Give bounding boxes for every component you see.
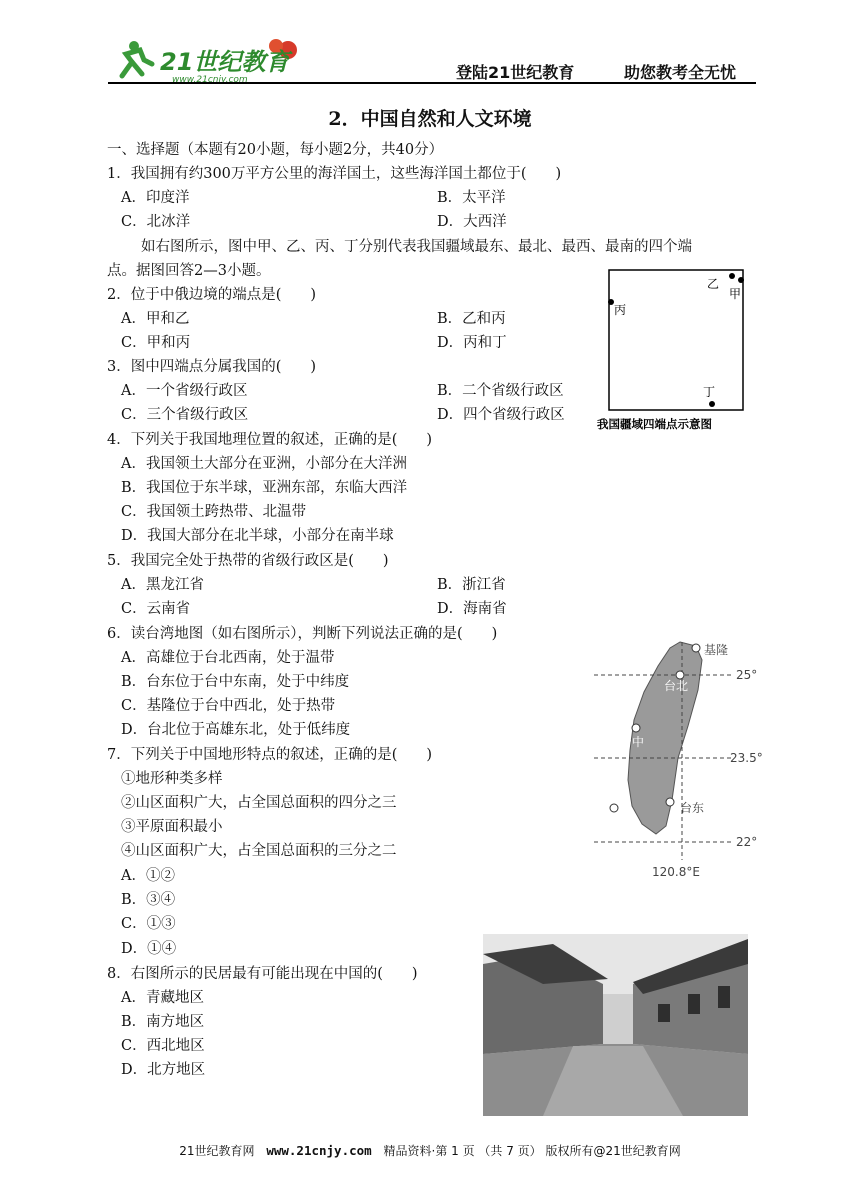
point-ding — [709, 401, 715, 407]
logo-text: 21世纪教育 — [160, 48, 290, 76]
city-dot-taichung — [632, 724, 640, 732]
point-yi — [729, 273, 735, 279]
city-label-taichung: 台中 — [620, 735, 645, 749]
intro-2-3-line-1: 如右图所示，图中甲、乙、丙、丁分别代表我国疆域最东、最北、最西、最南的四个端 — [141, 239, 692, 255]
lat-label-23-5: 23.5° — [730, 751, 763, 765]
q1-option-a: A．印度洋 — [121, 190, 190, 206]
header-divider — [108, 82, 756, 84]
q1-option-c: C．北冰洋 — [121, 214, 191, 230]
label-jia: 甲 — [729, 287, 742, 301]
q4-option-b: B．我国位于东半球，亚洲东部，东临大西洋 — [121, 480, 408, 496]
q5-option-c: C．云南省 — [121, 601, 191, 617]
footer-page-info: 精品资料·第 1 页 （共 7 页） — [383, 1144, 542, 1158]
city-dot-taipei — [676, 671, 684, 679]
page-footer — [0, 1142, 860, 1159]
intro-2-3-line-2: 点。据图回答2—3小题。 — [107, 263, 271, 279]
taiwan-map-figure — [592, 630, 772, 880]
site-logo — [112, 36, 312, 86]
lon-label: 120.8°E — [652, 865, 700, 879]
q5-option-d: D．海南省 — [437, 601, 507, 617]
city-label-keelung: 基隆 — [704, 643, 729, 657]
lat-label-25: 25° — [736, 668, 758, 682]
q6-option-d: D．台北位于高雄东北，处于低纬度 — [121, 722, 351, 738]
question-2-stem: 2．位于中俄边境的端点是( ) — [107, 287, 317, 303]
territory-extremes-figure — [597, 268, 757, 436]
q8-option-a: A．青藏地区 — [121, 990, 204, 1006]
city-dot-keelung — [692, 644, 700, 652]
header-slogan-left: 登陆21世纪教育 — [456, 63, 575, 82]
q5-option-a: A．黑龙江省 — [121, 577, 204, 593]
q4-option-c: C．我国领土跨热带、北温带 — [121, 504, 307, 520]
q7-option-b: B．③④ — [121, 892, 176, 908]
question-5-stem: 5．我国完全处于热带的省级行政区是( ) — [107, 553, 389, 569]
lat-label-22: 22° — [736, 835, 758, 849]
page-title: 2．中国自然和人文环境 — [328, 108, 532, 130]
q4-option-a: A．我国领土大部分在亚洲，小部分在大洋洲 — [121, 456, 407, 472]
q7-option-a: A．①② — [121, 868, 175, 884]
q7-statement-2: ②山区面积广大，占全国总面积的四分之三 — [121, 795, 397, 811]
q8-option-c: C．西北地区 — [121, 1038, 205, 1054]
q1-option-b: B．太平洋 — [437, 190, 506, 206]
q2-option-a: A．甲和乙 — [121, 311, 190, 327]
section-heading: 一、选择题（本题有20小题，每小题2分，共40分） — [107, 142, 444, 158]
q7-statement-4: ④山区面积广大，占全国总面积的三分之二 — [121, 843, 397, 859]
q7-option-d: D．①④ — [121, 941, 177, 957]
city-label-taipei: 台北 — [664, 679, 689, 693]
q7-statement-3: ③平原面积最小 — [121, 819, 223, 835]
q6-option-c: C．基隆位于台中西北，处于热带 — [121, 698, 336, 714]
q1-option-d: D．大西洋 — [437, 214, 507, 230]
q8-option-b: B．南方地区 — [121, 1014, 205, 1030]
q3-option-a: A．一个省级行政区 — [121, 383, 248, 399]
logo-url: www.21cnjy.com — [172, 75, 248, 85]
map-frame — [609, 270, 743, 410]
question-6-stem: 6．读台湾地图（如右图所示），判断下列说法正确的是( ) — [107, 626, 498, 642]
question-7-stem: 7．下列关于中国地形特点的叙述，正确的是( ) — [107, 747, 433, 763]
q2-option-d: D．丙和丁 — [437, 335, 507, 351]
q2-option-b: B．乙和丙 — [437, 311, 506, 327]
question-8-stem: 8．右图所示的民居最有可能出现在中国的( ) — [107, 966, 418, 982]
q6-option-b: B．台东位于台中东南，处于中纬度 — [121, 674, 350, 690]
question-4-stem: 4．下列关于我国地理位置的叙述，正确的是( ) — [107, 432, 433, 448]
runner-icon — [122, 41, 152, 76]
question-1-stem: 1．我国拥有约300万平方公里的海洋国土，这些海洋国土都位于( ) — [107, 166, 562, 182]
q7-statement-1: ①地形种类多样 — [121, 771, 223, 787]
label-yi: 乙 — [707, 277, 720, 291]
city-dot-taitung — [666, 798, 674, 806]
q3-option-d: D．四个省级行政区 — [437, 407, 565, 423]
city-dot-kaohsiung — [610, 804, 618, 812]
question-3-stem: 3．图中四端点分属我国的( ) — [107, 359, 317, 375]
footer-url[interactable]: www.21cnjy.com — [266, 1143, 372, 1158]
q3-option-b: B．二个省级行政区 — [437, 383, 564, 399]
water-town-photo — [483, 934, 748, 1116]
city-label-taitung: 台东 — [680, 801, 705, 815]
label-bing: 丙 — [614, 303, 627, 317]
city-label-kaohsiung: 高雄 — [598, 817, 623, 831]
footer-copyright: 版权所有@21世纪教育网 — [545, 1144, 681, 1158]
q3-option-c: C．三个省级行政区 — [121, 407, 249, 423]
q4-option-d: D．我国大部分在北半球，小部分在南半球 — [121, 528, 394, 544]
q2-option-c: C．甲和丙 — [121, 335, 191, 351]
point-jia — [738, 277, 744, 283]
footer-site-name: 21世纪教育网 — [179, 1144, 255, 1158]
label-ding: 丁 — [703, 385, 716, 399]
q5-option-b: B．浙江省 — [437, 577, 506, 593]
q6-option-a: A．高雄位于台北西南，处于温带 — [121, 650, 335, 666]
q7-option-c: C．①③ — [121, 916, 176, 932]
map-caption: 我国疆域四端点示意图 — [597, 417, 712, 431]
header-slogan-right: 助您教考全无忧 — [624, 63, 737, 82]
q8-option-d: D．北方地区 — [121, 1062, 206, 1078]
